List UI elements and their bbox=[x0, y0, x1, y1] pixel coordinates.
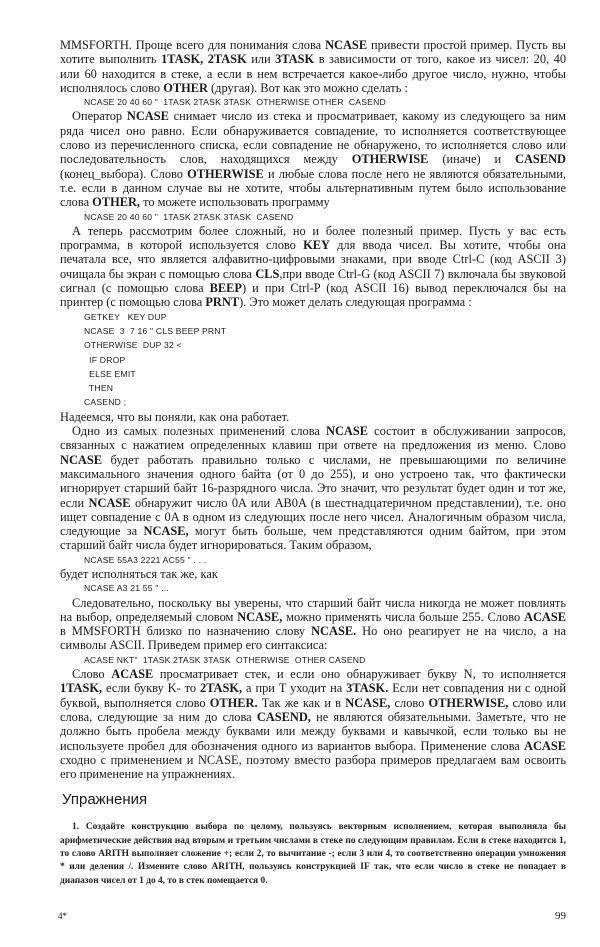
keyword: NCASE bbox=[325, 38, 368, 52]
keyword: IF bbox=[360, 862, 370, 873]
code-line: NCASE 3 7 16 " CLS BEEP PRNT bbox=[84, 325, 227, 336]
page-body bbox=[60, 38, 566, 888]
code-line: OTHERWISE DUP 32 < bbox=[84, 340, 182, 351]
text-run: пользуясь конструкцией bbox=[244, 862, 361, 873]
keyword: NCASE bbox=[326, 424, 369, 439]
code-listing bbox=[60, 210, 566, 224]
text-run: Если нет совпадения ни с одной буквой, выполняется слово bbox=[60, 681, 567, 710]
keyword: NCASE, bbox=[345, 695, 391, 710]
keyword: CASEND, bbox=[256, 709, 311, 724]
text-run: (другая). Вот как это можно сделать : bbox=[207, 80, 408, 95]
keyword: ARITH, bbox=[211, 862, 245, 873]
signature-mark: 4* bbox=[58, 910, 67, 921]
paragraph bbox=[60, 109, 566, 209]
keyword: NCASE bbox=[126, 109, 169, 124]
text-run: если букву K- то bbox=[102, 681, 201, 696]
text-run: состоит в обслуживании запросов, связанных с нажатием определенных клавиш при ответе на предложения из меню. Слово bbox=[60, 424, 566, 453]
text-run: в MMSFORTH близко по назначению слову bbox=[60, 624, 312, 639]
keyword: ACASE bbox=[524, 738, 566, 753]
code-listing bbox=[60, 581, 566, 595]
keyword: ARITH bbox=[98, 849, 129, 860]
code-line: CASEND ; bbox=[84, 397, 127, 408]
text-run: Следовательно, поскольку вы уверены, что старший байт числа никогда не может повлиять на выбор, определяемый словом bbox=[60, 595, 566, 624]
text-run: будет работать правильно только с числами, не превышающими по величине максимального значения одного байта (от 0 до 255), и оно устроено так, что фактически игнорирует старший байт 16-разрядного числа. Это значит, что результат будет один и тот же, если bbox=[60, 452, 566, 510]
text-run: для ввода чисел. Вы хотите, чтобы она печатала все, что является алфавитно-цифровыми знаками, при вводе Ctrl-C (код ASCII 3) очищала бы экран с помощью слова bbox=[60, 238, 566, 281]
keyword: CASEND bbox=[515, 152, 566, 167]
keyword: 3TASK bbox=[275, 52, 315, 67]
code-listing bbox=[60, 95, 566, 109]
text-run: можно применять числа больше 255. Слово bbox=[282, 609, 524, 624]
exercise-item bbox=[60, 821, 566, 887]
page-footer bbox=[58, 910, 566, 923]
keyword: OTHER, bbox=[92, 195, 141, 210]
keyword: 2TASK, bbox=[200, 681, 243, 696]
code-line: NCASE 20 40 60 " 1TASK 2TASK 3TASK CASEND bbox=[84, 211, 294, 222]
text-run: привести простой пример. Пусть вы хотите выполнить bbox=[60, 38, 566, 67]
text-run: или bbox=[246, 52, 276, 67]
text-run: Слово bbox=[72, 667, 112, 682]
text-run: сходно с применением и NCASE, поэтому вместо разбора примеров предлагаем вам освоить его применение на упражнениях. bbox=[60, 752, 566, 782]
keyword: OTHERWISE bbox=[187, 166, 264, 181]
keyword: NCASE, bbox=[237, 609, 283, 624]
code-line: NCASE 55A3 2221 AC55 " . . . bbox=[84, 554, 207, 565]
code-line: ACASE NKT" 1TASK 2TASK 3TASK OTHERWISE OTHER CASEND bbox=[84, 654, 366, 665]
keyword: OTHER bbox=[163, 80, 208, 95]
text-run: Оператор bbox=[72, 109, 127, 124]
section-heading: Упражнения bbox=[62, 791, 148, 809]
text-run: то можете использовать программу bbox=[140, 195, 330, 210]
text-run: просматривает стек, и если оно обнаруживает букву N, то исполняется bbox=[153, 667, 566, 682]
code-line: GETKEY KEY DUP bbox=[84, 311, 167, 322]
page-number: 99 bbox=[555, 909, 566, 922]
paragraph bbox=[60, 424, 566, 553]
text-run: Одно из самых полезных применений слова bbox=[72, 424, 327, 439]
code-line: NCASE 20 40 60 " 1TASK 2TASK 3TASK OTHERWISE OTHER CASEND bbox=[84, 97, 386, 108]
keyword: OTHERWISE, bbox=[428, 695, 509, 710]
text-run: ,при вводе Ctrl-G (код ASCII 7) включала бы звуковой сигнал (с помощью слова bbox=[60, 266, 567, 296]
code-listing bbox=[60, 310, 566, 410]
text-run: а при T уходит на bbox=[242, 681, 347, 696]
text-run: Надеемся, что вы поняли, как она работает. bbox=[60, 409, 290, 424]
keyword: 1TASK, 2TASK bbox=[161, 52, 247, 67]
paragraph bbox=[60, 596, 566, 653]
keyword: NCASE, bbox=[143, 524, 189, 539]
text-run: MMSFORTH. Проще всего для понимания слова bbox=[60, 38, 326, 52]
text-run: могут быть больше, чем представляются одним байтом, при этом старший байт числа будет игнорироваться. Таким образом, bbox=[60, 524, 566, 553]
keyword: PRNT bbox=[205, 295, 240, 310]
code-listing bbox=[60, 553, 566, 567]
keyword: OTHER. bbox=[209, 695, 258, 710]
text-run: (конец_выбора). Слово bbox=[60, 166, 188, 181]
keyword: ACASE bbox=[111, 667, 154, 682]
keyword: OTHERWISE bbox=[351, 152, 429, 167]
code-line: THEN bbox=[84, 383, 114, 394]
code-line: IF DROP bbox=[84, 354, 126, 365]
keyword: 1TASK, bbox=[60, 681, 103, 696]
paragraph bbox=[60, 224, 566, 310]
paragraph bbox=[60, 410, 566, 424]
text-run: слово bbox=[390, 695, 429, 710]
text-run: в зависимости от того, какое из чисел: 20, 40 или 60 находится в стеке, а если в нем встречается какое-либо другое число, нужно, чтобы исполнялось слово bbox=[60, 52, 567, 95]
text-run: выполняет сложение +; если 2, то вычитание -; если 3 или 4, то соответственно операции умножения * или деления /. Измените слово bbox=[60, 849, 566, 873]
text-run: ) и при Ctrl-P (код ASCII 16) вывод переключался бы на принтер (с помощью слова bbox=[60, 281, 566, 310]
text-run: (иначе) и bbox=[428, 152, 516, 167]
text-run: Так же как и в bbox=[257, 695, 346, 710]
code-listing bbox=[60, 653, 566, 667]
text-run: не являются обязательными. Заметьте, что не должно быть пробела между буквами или между буквами и кавычкой, если только вы не используете пробел для обозначения одного из вариантов выбора. Применение слова bbox=[60, 709, 566, 753]
text-run: снимает число из стека и просматривает, какому из следующего за ним ряда чисел оно равно. Если обнаруживается совпадение, то исполняется соответствующее слово из перечисленного списка, если совпадение не обнаружено, то исполняется слово или последовательность слов, находящихся между bbox=[60, 109, 566, 167]
text-run: Но оно реагирует не на число, а на символы ASCII. Приведем пример его синтаксиса: bbox=[60, 624, 567, 653]
text-run: 1. Создайте конструкцию выбора по целому, пользуясь векторным исполнением, которая выполняла бы арифметические действия над вторым и третьим числами в стеке по следующим правилам. Если в стеке находится 1, то слово bbox=[60, 822, 566, 860]
keyword: KEY bbox=[303, 238, 330, 253]
keyword: 3TASK. bbox=[346, 681, 389, 696]
paragraph bbox=[60, 667, 566, 781]
text-run: будет исполняться так же, как bbox=[60, 566, 218, 581]
keyword: ACASE bbox=[524, 609, 566, 624]
text-run: обнаружит число 0A или AB0A (в шестнадцатеричном представлении), т.е. оно ищет совпадение с 0A в одном из следующих после него чисел. Аналогичным образом числа, следующие за bbox=[60, 495, 566, 539]
text-run: А теперь рассмотрим более сложный, но и более полезный пример. Пусть у вас есть программа, в которой используется слово bbox=[60, 223, 566, 253]
code-line: NCASE A3 21 55 " ... bbox=[84, 583, 169, 594]
keyword: BEEP bbox=[209, 281, 242, 296]
keyword: NCASE bbox=[60, 452, 102, 467]
text-run: и любые слова после него не являются обязательными, т.е. если в данном случае вы не хотите, чтобы альтернативным путем было использование слова bbox=[60, 166, 566, 210]
text-run: слово или слова, следующие за ним до слова bbox=[60, 695, 566, 724]
text-run: так, что если число в стеке не попадает в диапазон чисел от 1 до 4, то в стек помещается 0. bbox=[60, 862, 566, 886]
keyword: NCASE. bbox=[311, 624, 357, 639]
code-line: ELSE EMIT bbox=[84, 368, 136, 379]
keyword: CLS bbox=[255, 266, 280, 281]
paragraph bbox=[60, 38, 566, 95]
paragraph bbox=[60, 567, 566, 581]
text-run: ). Это может делать следующая программа : bbox=[239, 295, 472, 310]
keyword: NCASE bbox=[88, 495, 131, 510]
